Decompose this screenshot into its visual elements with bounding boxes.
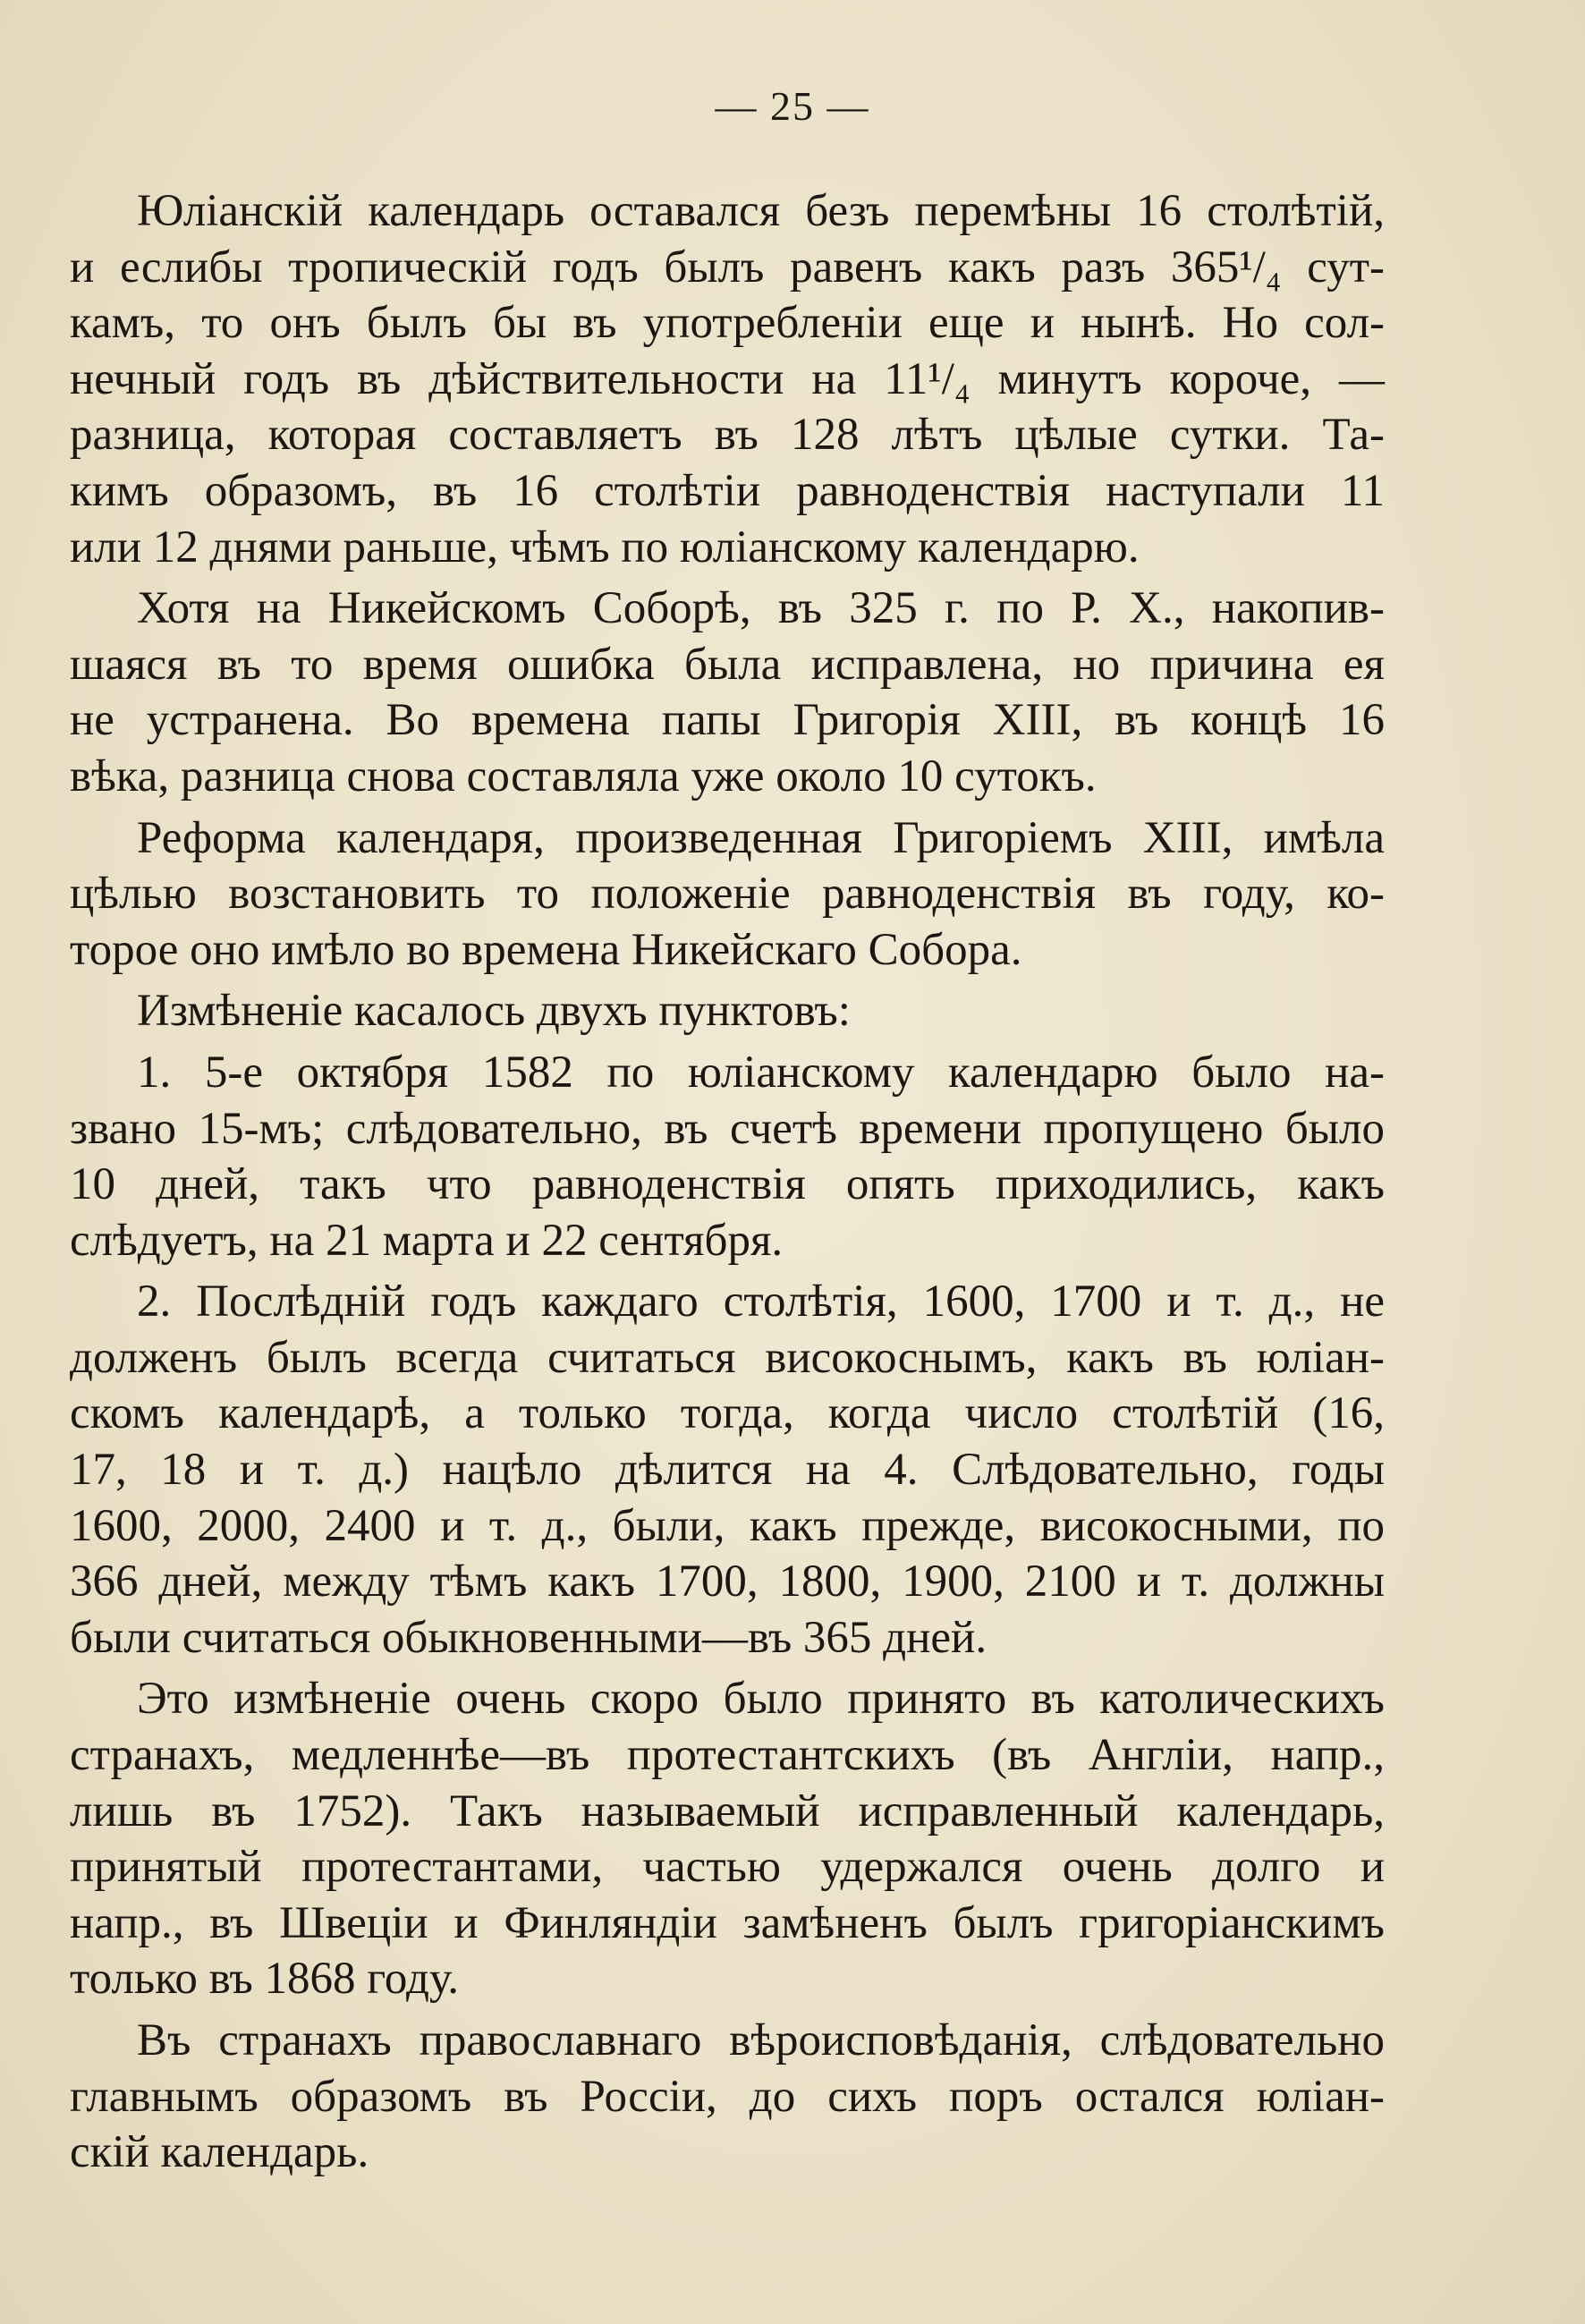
text-line: слѣдуетъ, на 21 марта и 22 сентября.	[70, 1215, 784, 1266]
list-item	[70, 1045, 1385, 1268]
text-line: 1600, 2000, 2400 и т. д., были, какъ прежде, високосными, по	[70, 1500, 1385, 1551]
text-line: Измѣненіе касалось двухъ пунктовъ:	[137, 986, 851, 1037]
text-line: скій календарь.	[70, 2127, 369, 2178]
paragraph	[70, 810, 1385, 979]
text-line: 17, 18 и т. д.) нацѣло дѣлится на 4. Слѣдовательно, годы	[70, 1445, 1385, 1496]
text-line: Хотя на Никейскомъ Соборѣ, въ 325 г. по Р. Х., накопив-	[137, 583, 1385, 634]
text-line: скомъ календарѣ, а только тогда, когда число столѣтій (16,	[70, 1388, 1385, 1439]
text-line: Это измѣненіе очень скоро было принято въ католическихъ	[137, 1674, 1385, 1725]
text-line: Въ странахъ православнаго вѣроисповѣданія, слѣдовательно	[137, 2015, 1385, 2065]
text-line: напр., въ Швеціи и Финляндіи замѣненъ былъ григоріанскимъ	[70, 1897, 1385, 1948]
paragraph	[70, 2013, 1385, 2181]
text-line: 1. 5-е октября 1582 по юліанскому календарю было на-	[137, 1047, 1385, 1098]
text-line: шаяся въ то время ошибка была исправлена, но причина ея	[70, 639, 1385, 690]
text-line: Реформа календаря, произведенная Григоріемъ XIII, имѣла	[137, 812, 1385, 863]
list-item	[70, 1274, 1385, 1666]
text-line: и еслибы тропическій годъ былъ равенъ какъ разъ 365¹/₄ сут-	[70, 242, 1385, 293]
body-text	[70, 183, 1385, 2186]
paragraph	[70, 183, 1385, 575]
text-line: 366 дней, между тѣмъ какъ 1700, 1800, 1900, 2100 и т. должны	[70, 1556, 1385, 1607]
text-line: 10 дней, такъ что равноденствія опять приходились, какъ	[70, 1159, 1385, 1210]
text-line: нечный годъ въ дѣйствительности на 11¹/₄ минутъ короче, —	[70, 353, 1385, 404]
text-line: только въ 1868 году.	[70, 1954, 460, 2005]
paragraph	[70, 1671, 1385, 2007]
text-line: долженъ былъ всегда считаться високоснымъ, какъ въ юліан-	[70, 1332, 1385, 1383]
text-line: камъ, то онъ былъ бы въ употребленіи еще и нынѣ. Но сол-	[70, 298, 1385, 349]
text-line: странахъ, медленнѣе—въ протестантскихъ (въ Англіи, напр.,	[70, 1730, 1385, 1781]
paragraph	[70, 581, 1385, 804]
text-line: лишь въ 1752). Такъ называемый исправленный календарь,	[70, 1785, 1385, 1836]
text-line: главнымъ образомъ въ Россіи, до сихъ поръ остался юліан-	[70, 2071, 1385, 2122]
page-number: — 25 —	[715, 83, 870, 129]
text-line: торое оно имѣло во времена Никейскаго Собора.	[70, 924, 1022, 975]
text-line: были считаться обыкновенными—въ 365 дней.	[70, 1612, 987, 1663]
text-line: не устранена. Во времена папы Григорія XIII, въ концѣ 16	[70, 695, 1385, 746]
paragraph	[70, 983, 1385, 1039]
text-line: принятый протестантами, частью удержался очень долго и	[70, 1842, 1385, 1893]
text-line: звано 15-мъ; слѣдовательно, въ счетѣ времени пропущено было	[70, 1103, 1385, 1154]
text-line: Юліанскій календарь оставался безъ перемѣны 16 столѣтій,	[137, 186, 1385, 236]
text-line: цѣлью возстановить то положеніе равноденствія въ году, ко-	[70, 869, 1385, 920]
text-line: или 12 днями раньше, чѣмъ по юліанскому календарю.	[70, 522, 1140, 573]
text-line: вѣка, разница снова составляла уже около 10 сутокъ.	[70, 751, 1097, 802]
text-line: разница, которая составляетъ въ 128 лѣтъ цѣлые сутки. Та-	[70, 410, 1385, 461]
text-line: кимъ образомъ, въ 16 столѣтіи равноденствія наступали 11	[70, 465, 1385, 516]
text-line: 2. Послѣдній годъ каждаго столѣтія, 1600, 1700 и т. д., не	[137, 1277, 1385, 1327]
